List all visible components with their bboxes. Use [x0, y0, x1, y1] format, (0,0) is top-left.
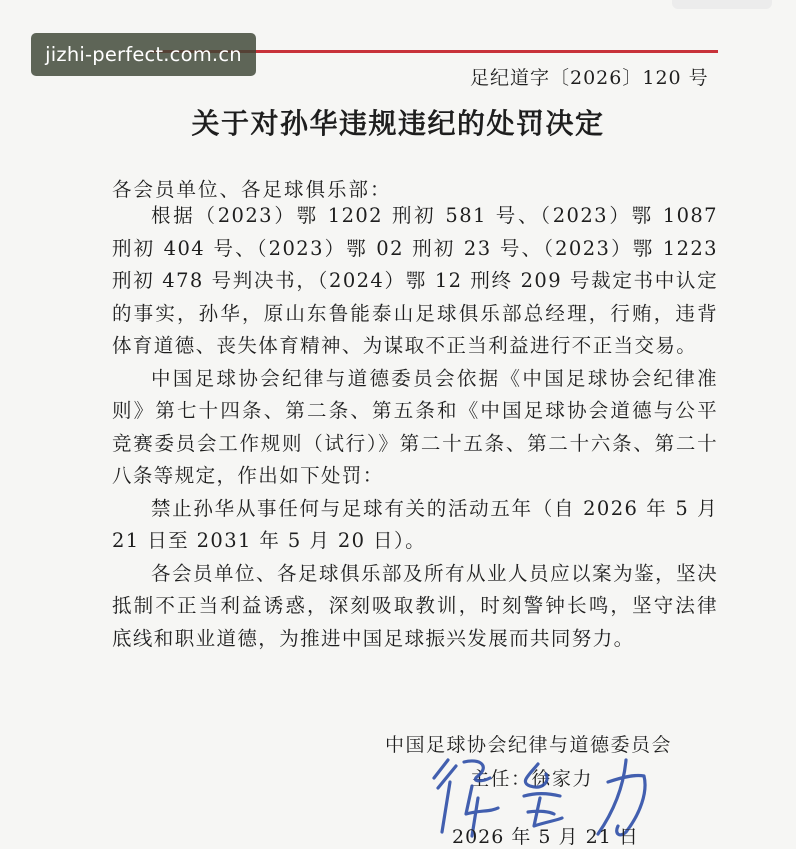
document-title: 关于对孙华违规违纪的处罚决定: [191, 107, 605, 140]
document-body: [112, 200, 718, 655]
paragraph-penalty: 禁止孙华从事任何与足球有关的活动五年（自 2026 年 5 月 21 日至 2031 年 5 月 20 日）。: [112, 496, 718, 552]
issuing-committee: 中国足球协会纪律与道德委员会: [385, 734, 673, 756]
salutation: 各会员单位、各足球俱乐部：: [112, 178, 392, 201]
top-pill-decoration: [672, 0, 772, 9]
document-date: 2026 年 5 月 21 日: [452, 826, 639, 848]
paragraph-warning: 各会员单位、各足球俱乐部及所有从业人员应以案为鉴，坚决抵制不正当利益诱惑，深刻吸取教训，时刻警钟长鸣，坚守法律底线和职业道德，为推进中国足球振兴发展而共同努力。: [112, 561, 718, 650]
paragraph-facts: 根据（2023）鄂 1202 刑初 581 号、（2023）鄂 1087 刑初 404 号、（2023）鄂 02 刑初 23 号、（2023）鄂 1223 刑初 478 号判决书，（2024）鄂 12 刑终 209 号裁定书中认定的事实，孙华，原山东鲁能泰山足球俱乐部总经理，行贿，违背体育道德、丧失体育精神、为谋取不正当利益进行不正当交易。: [112, 204, 718, 357]
director-line: 主任：徐家力: [470, 768, 594, 790]
document-number: 足纪道字〔2026〕120 号: [470, 67, 709, 89]
paragraph-basis: 中国足球协会纪律与道德委员会依据《中国足球协会纪律准则》第七十四条、第二条、第五条和《中国足球协会道德与公平竞赛委员会工作规则（试行）》第二十五条、第二十六条、第二十八条等规定，作出如下处罚：: [112, 366, 718, 487]
site-watermark: jizhi-perfect.com.cn: [31, 33, 256, 76]
